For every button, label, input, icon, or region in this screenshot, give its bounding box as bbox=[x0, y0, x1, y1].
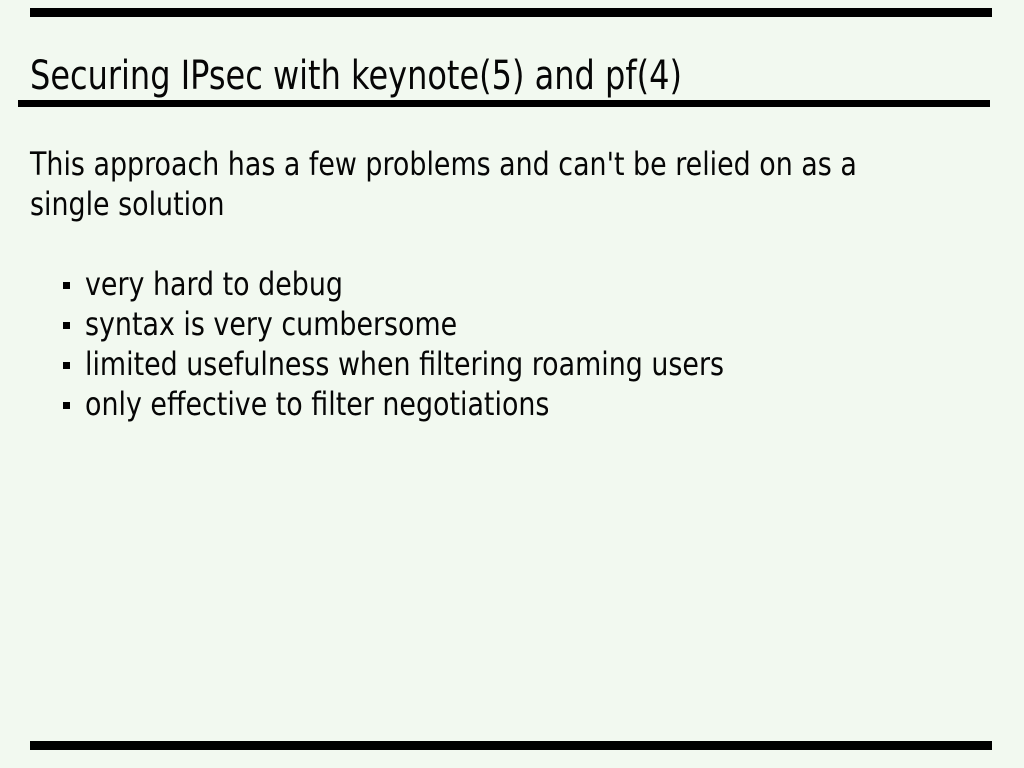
top-edge-bar bbox=[30, 8, 992, 17]
square-bullet-icon bbox=[63, 402, 70, 409]
square-bullet-icon bbox=[63, 362, 70, 369]
slide-title bbox=[30, 52, 845, 100]
square-bullet-icon bbox=[63, 282, 70, 289]
list-item bbox=[63, 344, 846, 384]
bullet-text: syntax is very cumbersome bbox=[85, 305, 458, 343]
list-item bbox=[63, 384, 846, 424]
intro-line-1-text: This approach has a few problems and can't be relied on as a bbox=[30, 145, 857, 183]
intro-line-2 bbox=[30, 184, 1014, 224]
intro-line-1 bbox=[30, 144, 1014, 184]
bullet-list bbox=[63, 264, 846, 424]
list-item bbox=[63, 304, 846, 344]
bullet-text: limited usefulness when filtering roaming users bbox=[85, 345, 725, 383]
slide-title-text: Securing IPsec with keynote(5) and pf(4) bbox=[30, 53, 682, 99]
square-bullet-icon bbox=[63, 322, 70, 329]
intro-line-2-text: single solution bbox=[30, 185, 225, 223]
bullet-text: only effective to filter negotiations bbox=[85, 385, 550, 423]
list-item bbox=[63, 264, 846, 304]
bottom-edge-bar bbox=[30, 741, 992, 750]
intro-paragraph bbox=[30, 144, 1014, 224]
title-underline-rule bbox=[18, 100, 990, 107]
bullet-text: very hard to debug bbox=[85, 265, 343, 303]
